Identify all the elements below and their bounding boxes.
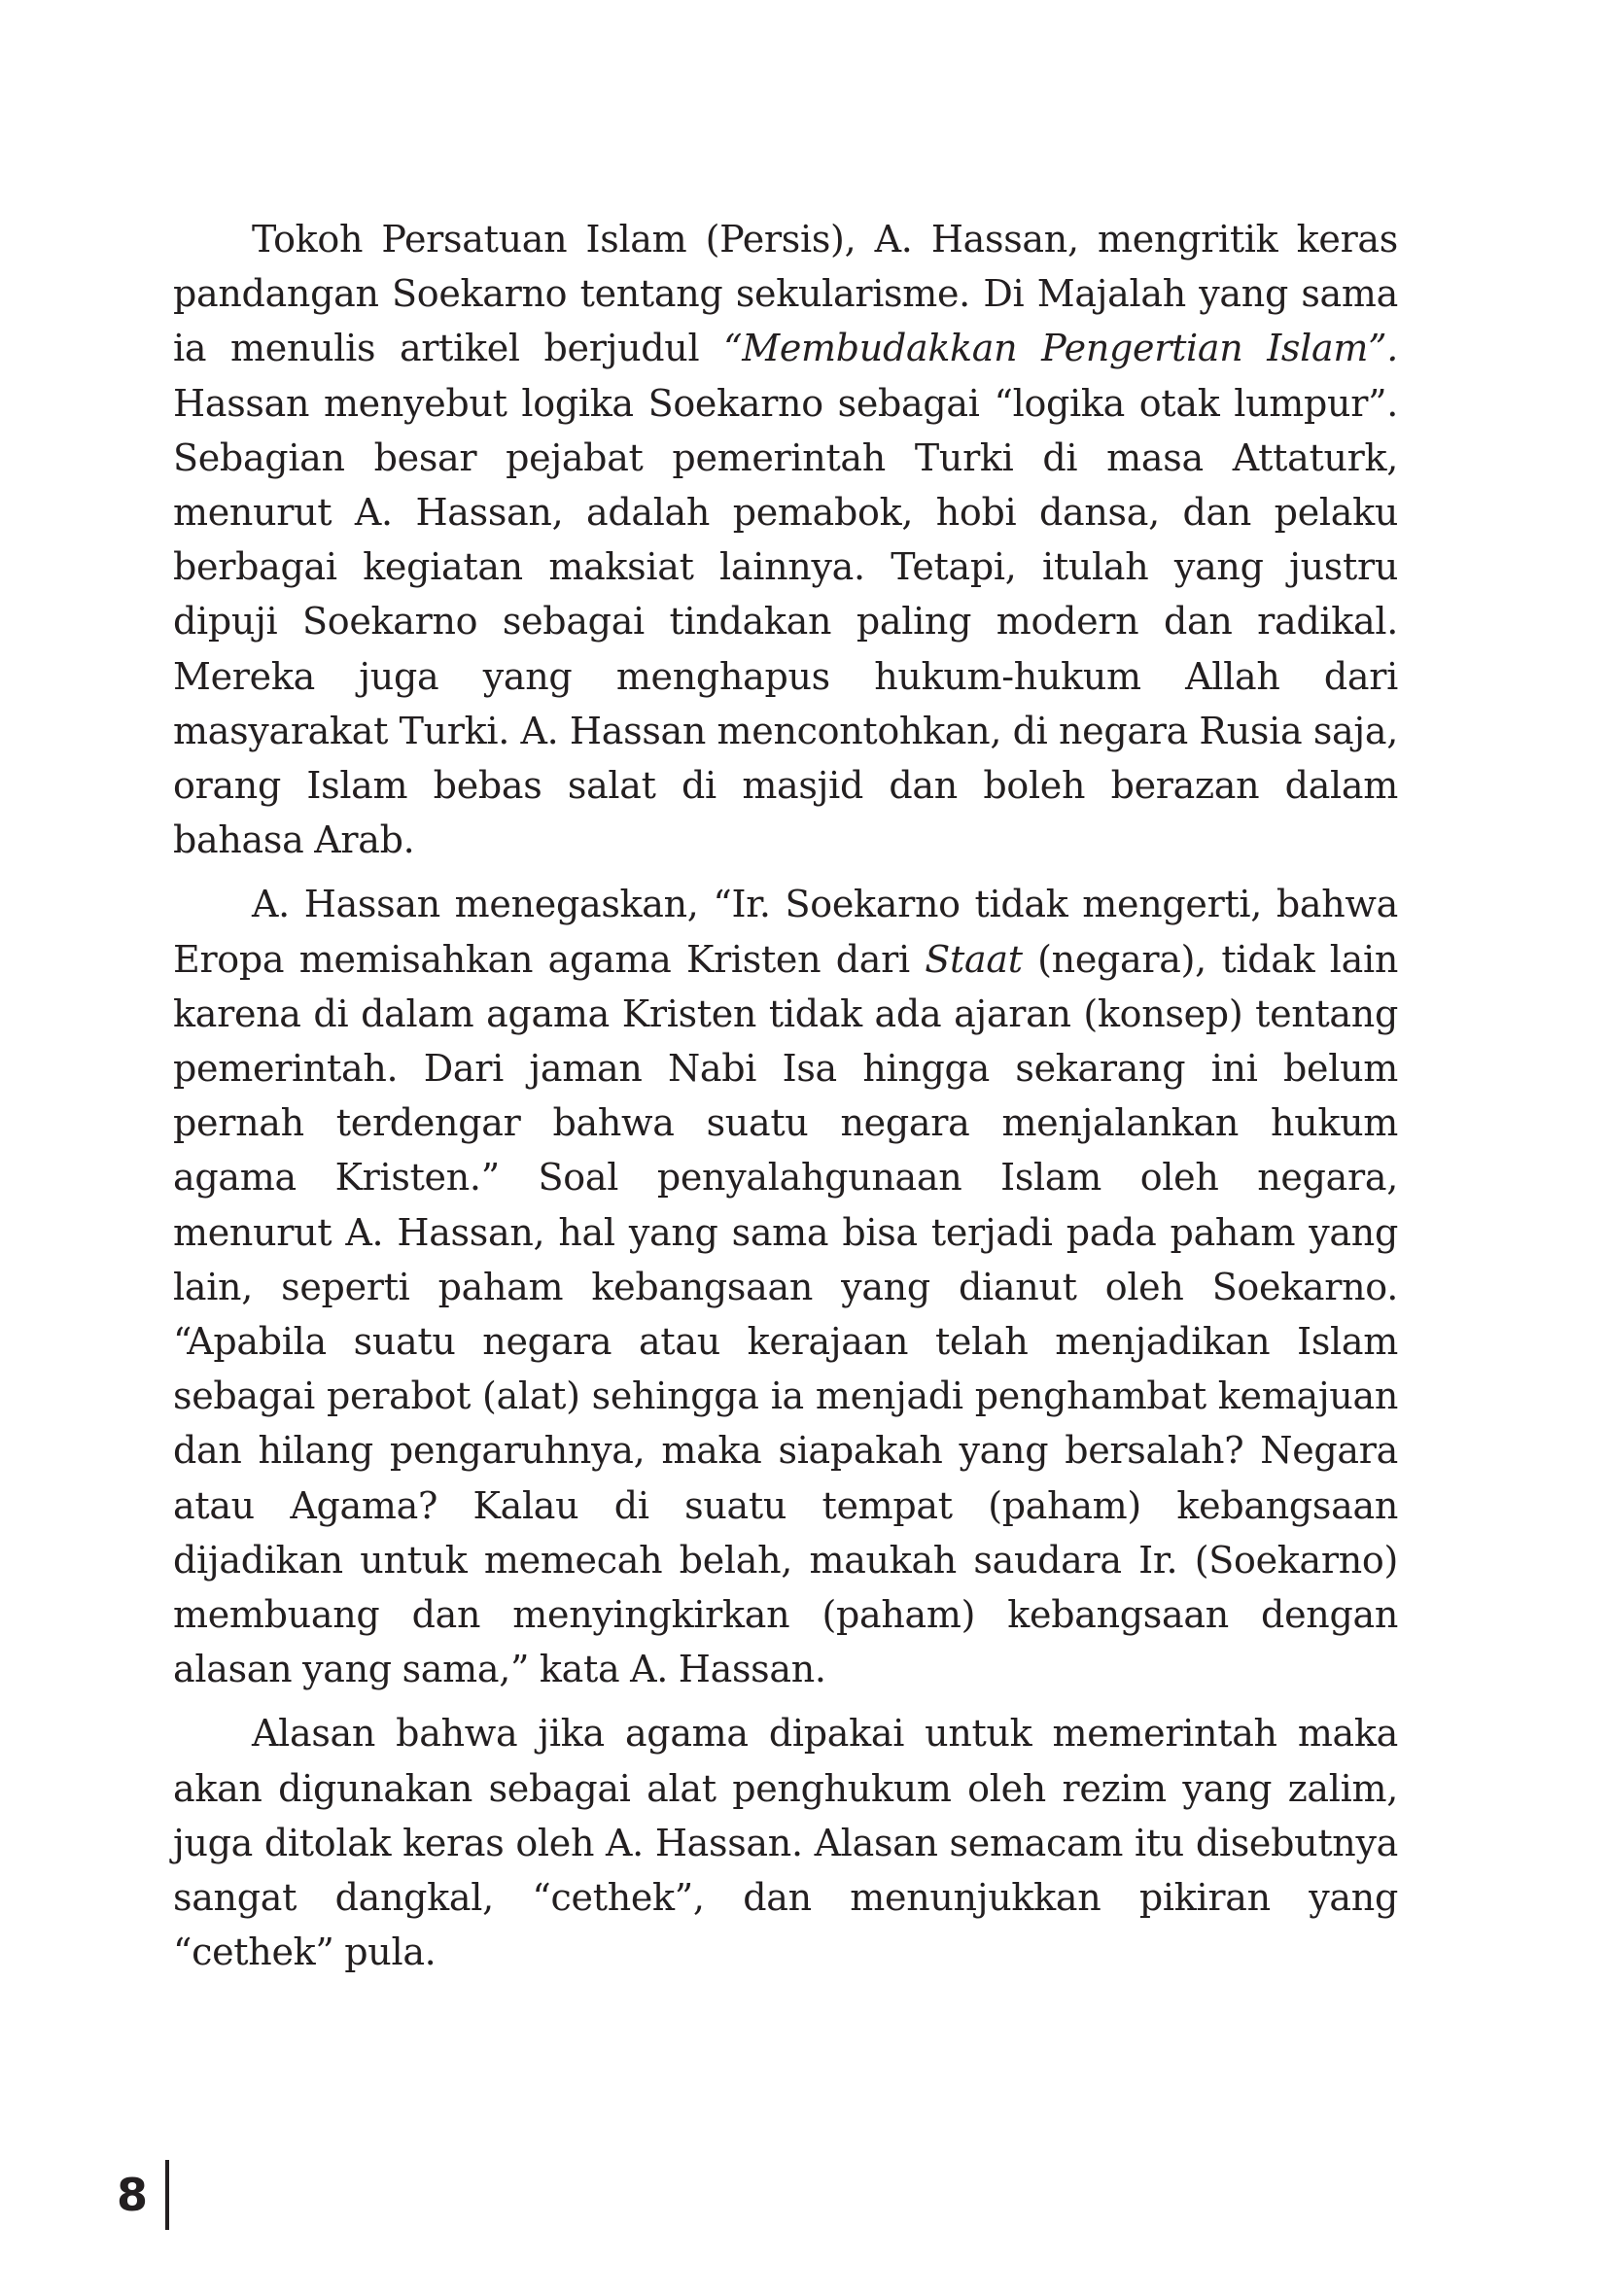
staat-term-italic: Staat [925,937,1023,981]
paragraph-2-text: A. Hassan menegaskan, “Ir. Soekarno tidak mengerti, bahwa Eropa memisahkan agama Kristen dari [173,883,1398,981]
folio-divider [165,2160,169,2230]
paragraph-1-text-continued: Hassan menyebut logika Soekarno sebagai “logika otak lumpur”. Sebagian besar pejabat pemerintah Turki di masa Attaturk, menurut A. Hassan, adalah pemabok, hobi dansa, dan pelaku berbagai kegiatan maksiat lainnya. Tetapi, itulah yang justru dipuji Soekarno sebagai tindakan paling modern dan radikal. Mereka juga yang menghapus hukum-hukum Allah dari masyarakat Turki. A. Hassan mencontohkan, di negara Rusia saja, orang Islam bebas salat di masjid dan boleh berazan dalam bahasa Arab. [173,381,1398,862]
article-title-italic: “Membudakkan Pengertian Islam”. [723,327,1398,370]
page-folio [117,2160,169,2230]
paragraph-3-text: Alasan bahwa jika agama dipakai untuk memerintah maka akan digunakan sebagai alat penghukum oleh rezim yang zalim, juga ditolak keras oleh A. Hassan. Alasan semacam itu disebutnya sangat dangkal, “cethek”, dan menunjukkan pikiran yang “cethek” pula. [173,1712,1398,1974]
paragraph-2 [173,877,1398,1696]
paragraph-1-text: Tokoh Persatuan Islam (Persis), A. Hassan, mengritik keras pandangan Soekarno tentang sekularisme. Di Majalah yang sama ia menulis artikel berjudul [173,218,1398,370]
paragraph-2-text-continued: (negara), tidak lain karena di dalam agama Kristen tidak ada ajaran (konsep) tentang pemerintah. Dari jaman Nabi Isa hingga sekarang ini belum pernah terdengar bahwa suatu negara menjalankan hukum agama Kristen.” Soal penyalahgunaan Islam oleh negara, menurut A. Hassan, hal yang sama bisa terjadi pada paham yang lain, seperti paham kebangsaan yang dianut oleh Soekarno. “Apabila suatu negara atau kerajaan telah menjadikan Islam sebagai perabot (alat) sehingga ia menjadi penghambat kemajuan dan hilang pengaruhnya, maka siapakah yang bersalah? Negara atau Agama? Kalau di suatu tempat (paham) kebangsaan dijadikan untuk memecah belah, maukah saudara Ir. (Soekarno) membuang dan menyingkirkan (paham) kebangsaan dengan alasan yang sama,” kata A. Hassan. [173,937,1399,1691]
page-number: 8 [117,2169,149,2221]
paragraph-1 [173,212,1398,867]
paragraph-3 [173,1706,1398,1979]
page-body [173,212,1398,1990]
